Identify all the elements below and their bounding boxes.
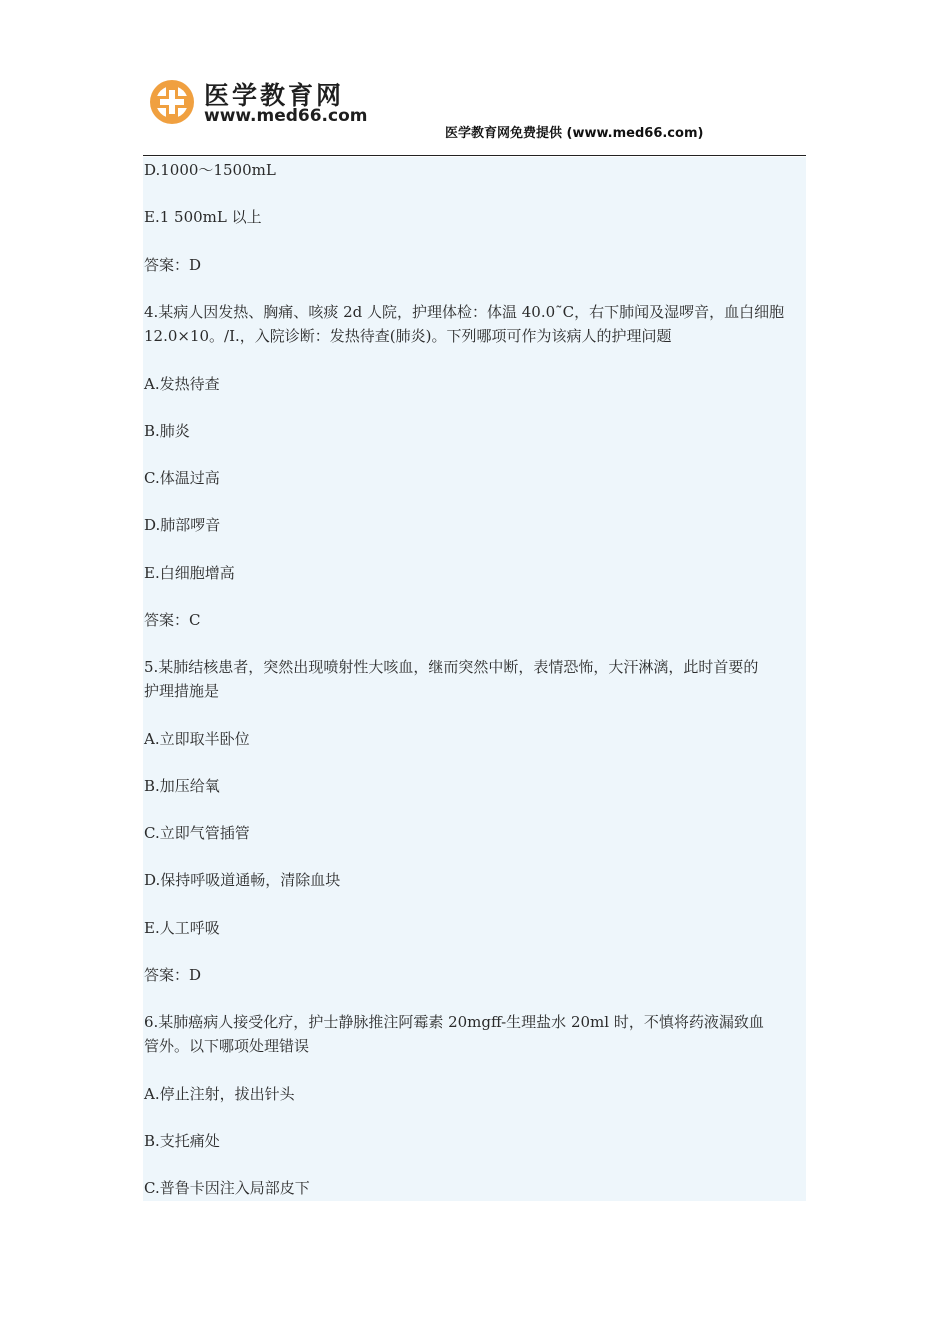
logo-url: www.med66.com — [204, 106, 368, 126]
q6-option-b: B.支托痛处 — [144, 1132, 220, 1150]
site-logo — [148, 76, 368, 126]
q6-option-c: C.普鲁卡因注入局部皮下 — [144, 1179, 310, 1197]
q5-option-c: C.立即气管插管 — [144, 824, 250, 842]
q4-option-a: A.发热待查 — [144, 375, 220, 393]
question-content — [143, 157, 806, 1201]
q4-option-d: D.肺部啰音 — [144, 516, 221, 534]
q5-option-d: D.保持呼吸道通畅，清除血块 — [144, 871, 341, 889]
logo-title: 医学教育网 — [204, 81, 345, 110]
question-5-line1: 5.某肺结核患者，突然出现喷射性大咳血，继而突然中断，表情恐怖，大汗淋漓，此时首要的 — [144, 658, 759, 676]
q5-option-b: B.加压给氧 — [144, 777, 220, 795]
option-e: E.1 500mL 以上 — [144, 208, 262, 226]
answer-5: 答案：D — [144, 966, 202, 984]
question-4-line2: 12.0×10。/I.，入院诊断：发热待查(肺炎)。下列哪项可作为该病人的护理问题 — [144, 327, 672, 345]
option-d: D.1000～1500mL — [144, 161, 276, 179]
q5-option-a: A.立即取半卧位 — [144, 730, 250, 748]
question-4-line1: 4.某病人因发热、胸痛、咳痰 2d 人院，护理体检：体温 40.0˜C，右下肺闻及湿啰音，血白细胞 — [144, 303, 785, 321]
question-5-line2: 护理措施是 — [144, 682, 220, 700]
q4-option-e: E.白细胞增高 — [144, 564, 235, 582]
question-6-line1: 6.某肺癌病人接受化疗，护士静脉推注阿霉素 20mgff-生理盐水 20ml 时，不慎将药液漏致血 — [144, 1013, 764, 1031]
q4-option-c: C.体温过高 — [144, 469, 220, 487]
medical-cross-logo-icon — [148, 78, 196, 126]
q4-option-b: B.肺炎 — [144, 422, 190, 440]
q6-option-a: A.停止注射，拔出针头 — [144, 1085, 295, 1103]
question-6-line2: 管外。以下哪项处理错误 — [144, 1037, 310, 1055]
answer-3: 答案：D — [144, 256, 202, 274]
q5-option-e: E.人工呼吸 — [144, 919, 220, 937]
provider-note: 医学教育网免费提供 (www.med66.com) — [445, 126, 704, 141]
header-divider — [143, 155, 806, 156]
answer-4: 答案：C — [144, 611, 201, 629]
